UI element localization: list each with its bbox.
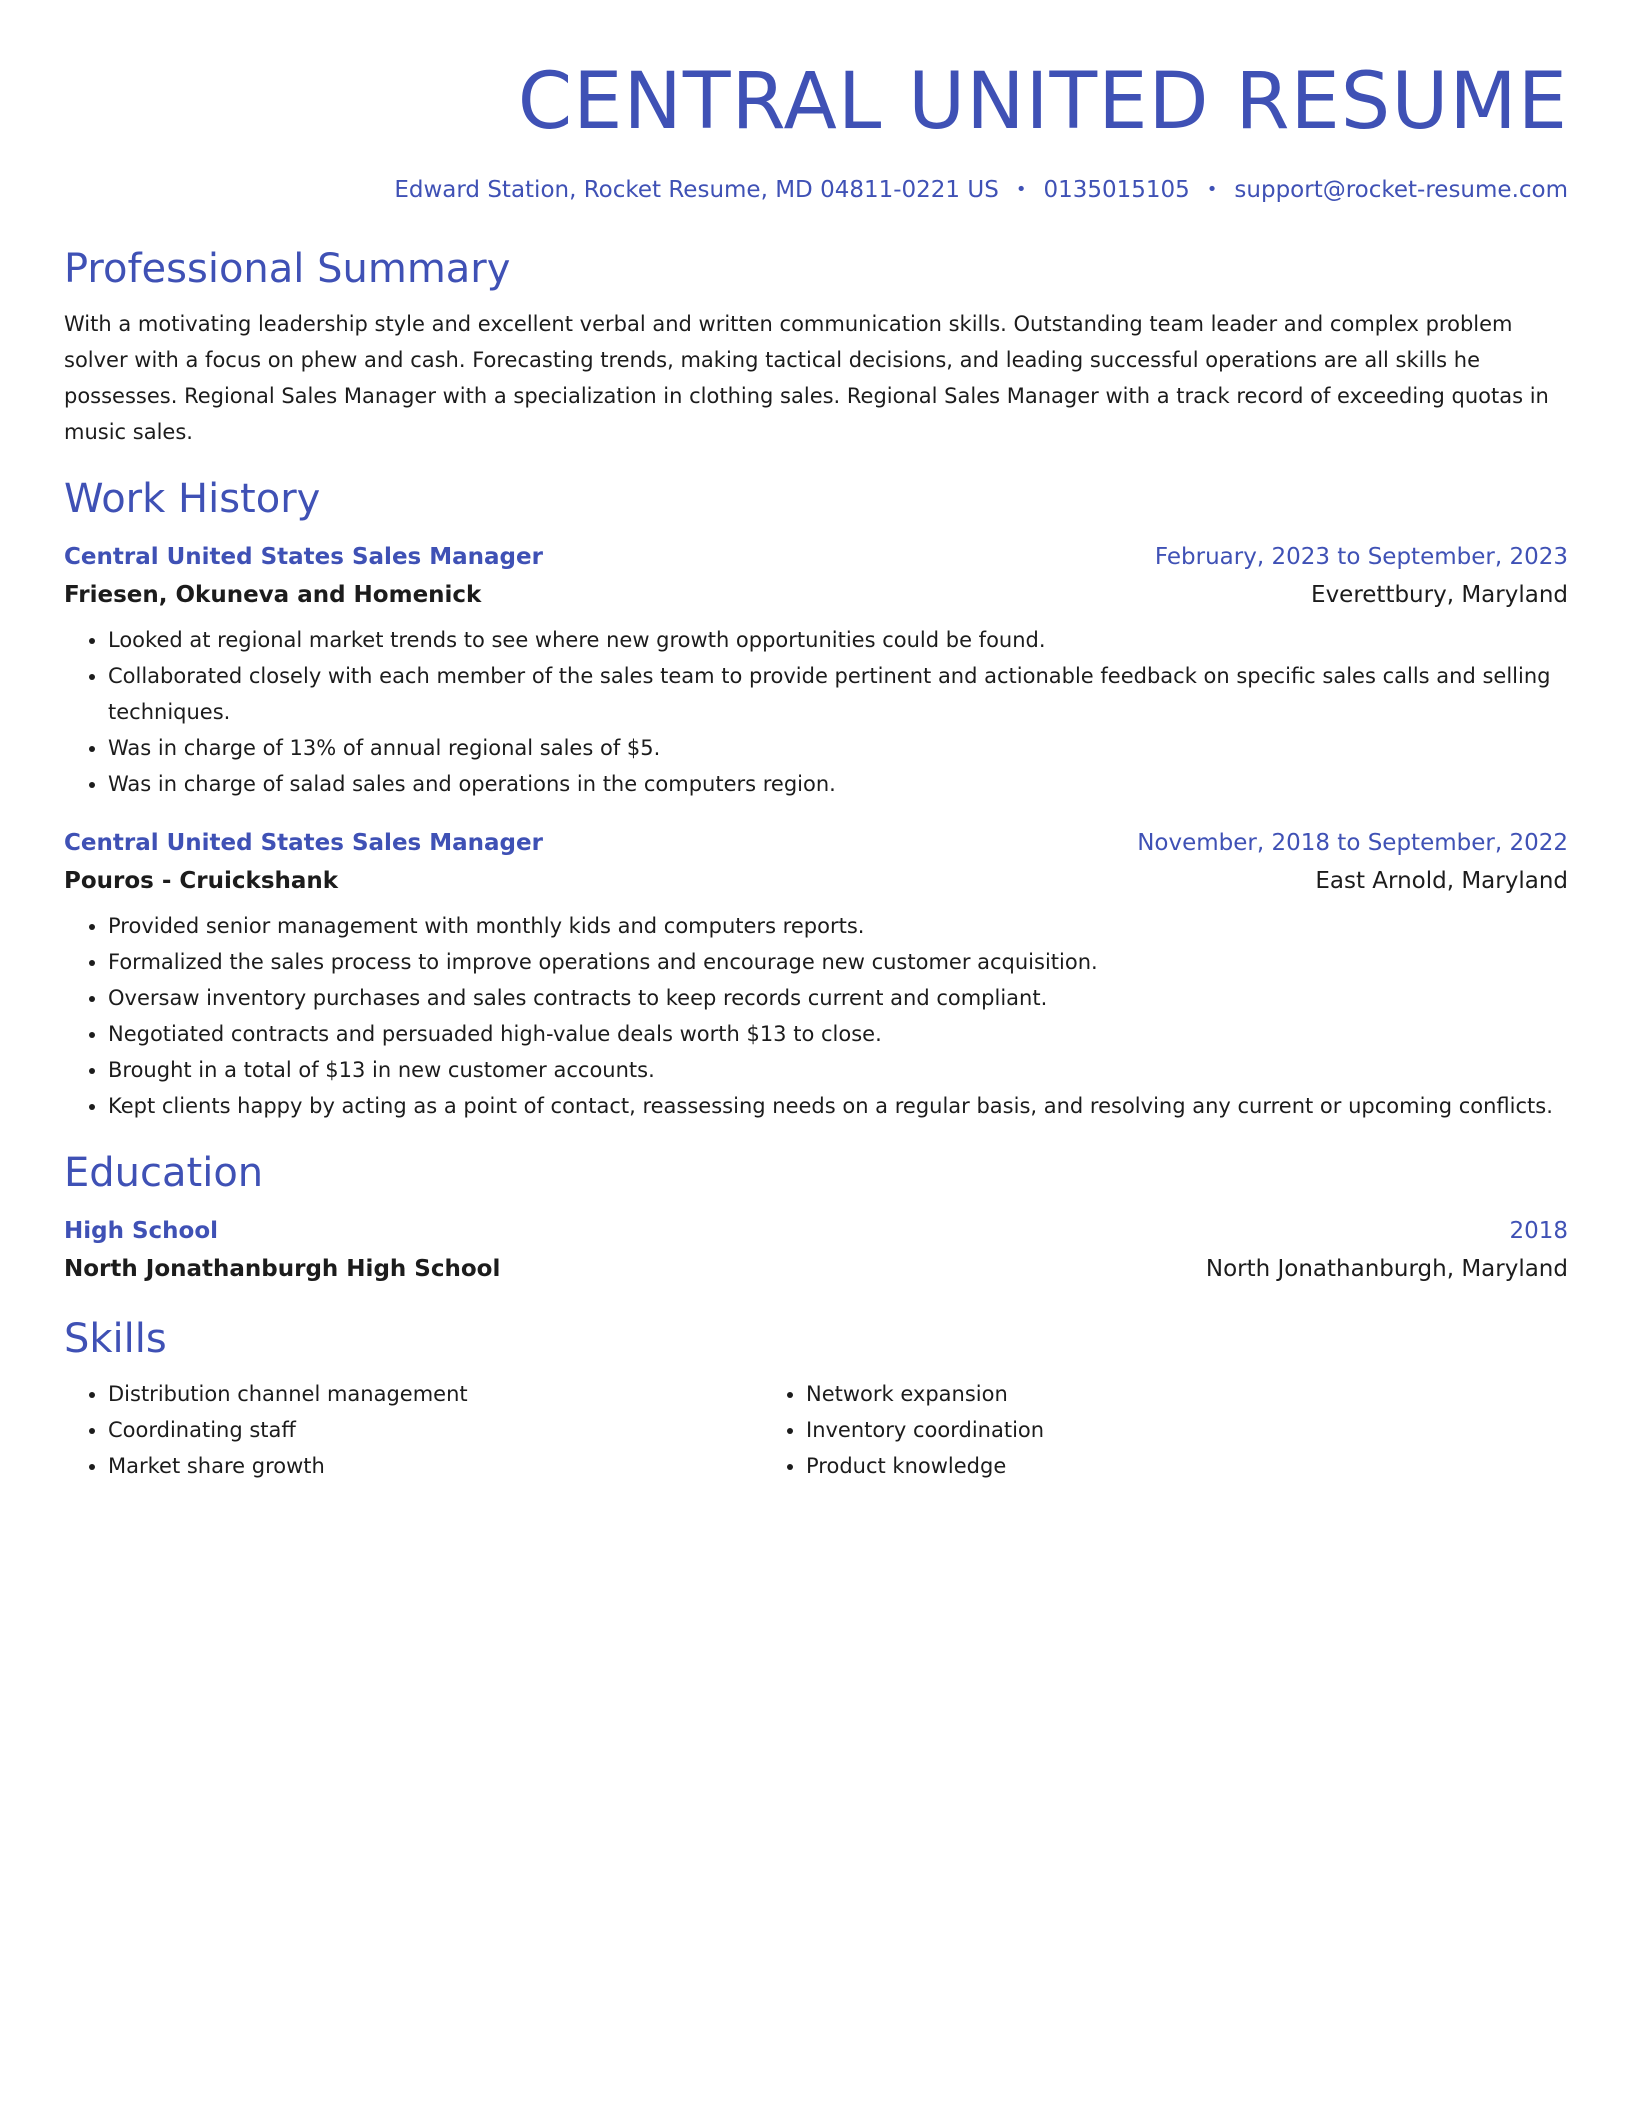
summary-text: With a motivating leadership style and excellent verbal and written communication skills. Outstanding team leader and complex problem solver with a focus on phew and cash. Forecasting trends, making tactical decisions, and leading successful operations are all skills he possesses. Regional Sales Manager with a specialization in clothing sales. Regional Sales Manager with a track record of exceeding quotas in music sales. [64,312,1549,444]
contact-phone: 0135015105 [1043,177,1190,203]
education-entry [64,1212,1568,1288]
job-bullet: • Collaborated closely with each member of the sales team to provide pertinent and actionable feedback on specific sales calls and selling techniques. [108,658,1568,730]
skill-item: • Coordinating staff [108,1412,762,1448]
job-bullets [64,622,1568,802]
skill-item: • Distribution channel management [108,1376,762,1412]
skills-heading: Skills [64,1316,167,1362]
job-bullets [64,908,1568,1124]
education-location: North Jonathanburgh, Maryland [1205,1256,1568,1282]
contact-email: support@rocket-resume.com [1234,177,1568,203]
contact-separator: • [1206,179,1218,200]
skill-item: • Market share growth [108,1448,762,1484]
skill-item: • Product knowledge [806,1448,1462,1484]
job-bullet: • Oversaw inventory purchases and sales contracts to keep records current and compliant. [108,980,1568,1016]
resume-page [64,0,1568,1484]
job-entry [64,824,1568,1124]
job-bullet: • Kept clients happy by acting as a point of contact, reassessing needs on a regular basis, and resolving any current or upcoming conflicts. [108,1088,1568,1124]
contact-address: Edward Station, Rocket Resume, MD 04811-0221 US [394,177,999,203]
job-dates: February, 2023 to September, 2023 [1154,544,1568,570]
skills-list [64,1376,1568,1484]
job-bullet: • Provided senior management with monthly kids and computers reports. [108,908,1568,944]
education-year: 2018 [1509,1218,1568,1244]
skill-item: • Inventory coordination [806,1412,1462,1448]
job-company-row [64,576,1568,614]
summary-heading: Professional Summary [64,246,511,292]
skill-item: • Network expansion [806,1376,1462,1412]
job-bullet: • Brought in a total of $13 in new customer accounts. [108,1052,1568,1088]
job-position: Central United States Sales Manager [64,544,543,570]
job-location: East Arnold, Maryland [1315,868,1568,894]
job-position: Central United States Sales Manager [64,830,543,856]
education-degree: High School [64,1218,219,1244]
contact-line [64,174,1568,206]
job-bullet: • Was in charge of salad sales and operations in the computers region. [108,766,1568,802]
job-company: Pouros - Cruickshank [64,868,339,894]
job-title-row [64,824,1568,862]
education-school: North Jonathanburgh High School [64,1256,501,1282]
job-dates: November, 2018 to September, 2022 [1137,830,1568,856]
job-company: Friesen, Okuneva and Homenick [64,582,482,608]
resume-name: CENTRAL UNITED RESUME [517,57,1568,147]
job-title-row [64,538,1568,576]
job-bullet: • Looked at regional market trends to see where new growth opportunities could be found. [108,622,1568,658]
job-entry [64,538,1568,802]
job-bullet: • Was in charge of 13% of annual regional sales of $5. [108,730,1568,766]
contact-separator: • [1015,179,1027,200]
job-bullet: • Formalized the sales process to improve operations and encourage new customer acquisition. [108,944,1568,980]
job-company-row [64,862,1568,900]
job-location: Everettbury, Maryland [1311,582,1568,608]
education-heading: Education [64,1150,264,1196]
education-school-row [64,1250,1568,1288]
job-bullet: • Negotiated contracts and persuaded high-value deals worth $13 to close. [108,1016,1568,1052]
skills-column-right [762,1376,1462,1484]
skills-column-left [64,1376,762,1484]
work-history-heading: Work History [64,476,321,522]
education-degree-row [64,1212,1568,1250]
